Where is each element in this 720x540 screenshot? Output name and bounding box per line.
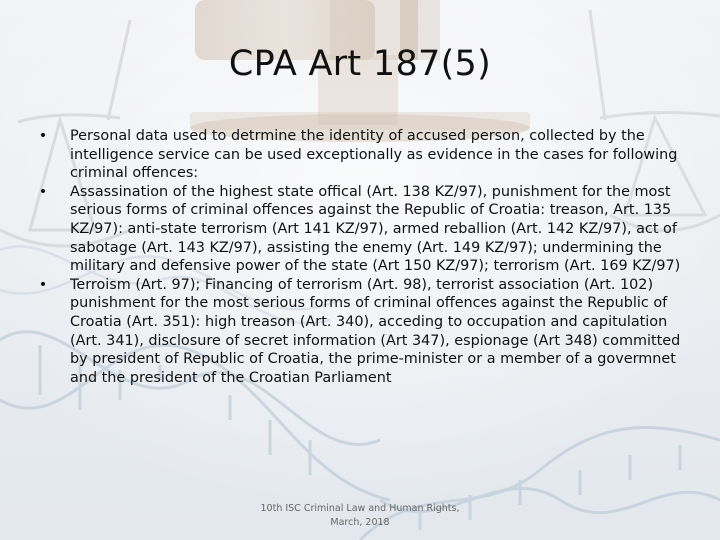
bullet-list xyxy=(36,127,696,387)
bullet-dot-icon: • xyxy=(38,276,48,293)
bullet-text: Terroism (Art. 97); Financing of terrorism (Art. 98), terrorist association (Art. 102) punishment for the most serious forms of criminal offences against the Republic of Croatia (Art. 351): high treason (Art. 340), acceding to occupation and capitulation (Art. 341), disclosure of secret information (Art 347), espionage (Art 348) committed by president of Republic of Croatia, the prime-minister or a member of a govermnet and the president of the Croatian Parliament xyxy=(70,276,681,386)
footer-line: March, 2018 xyxy=(330,517,390,528)
bullet-item xyxy=(36,127,696,183)
footer xyxy=(250,502,470,530)
bullet-dot-icon: • xyxy=(38,183,48,200)
bullet-item xyxy=(36,183,696,276)
slide-title: CPA Art 187(5) xyxy=(228,44,492,84)
footer-line: 10th ISC Criminal Law and Human Rights, xyxy=(260,503,460,514)
bullet-item xyxy=(36,276,696,388)
bullet-dot-icon: • xyxy=(38,128,48,144)
bullet-text: Assassination of the highest state offical (Art. 138 KZ/97), punishment for the most serious forms of criminal offences against the Republic of Croatia: treason, Art. 135 KZ/97): anti-state terrorism (Art 141 KZ/97), armed reballion (Art. 142 KZ/97), act of sabotage (Art. 143 KZ/97), assisting the enemy (Art. 149 KZ/97); undermining the military and defensive power of the state (Art 150 KZ/97); terrorism (Art. 169 KZ/97) xyxy=(70,183,681,275)
bullet-text: Personal data used to detrmine the identity of accused person, collected by the intelligence service can be used exceptionally as evidence in the cases for following criminal offences: xyxy=(70,128,678,182)
